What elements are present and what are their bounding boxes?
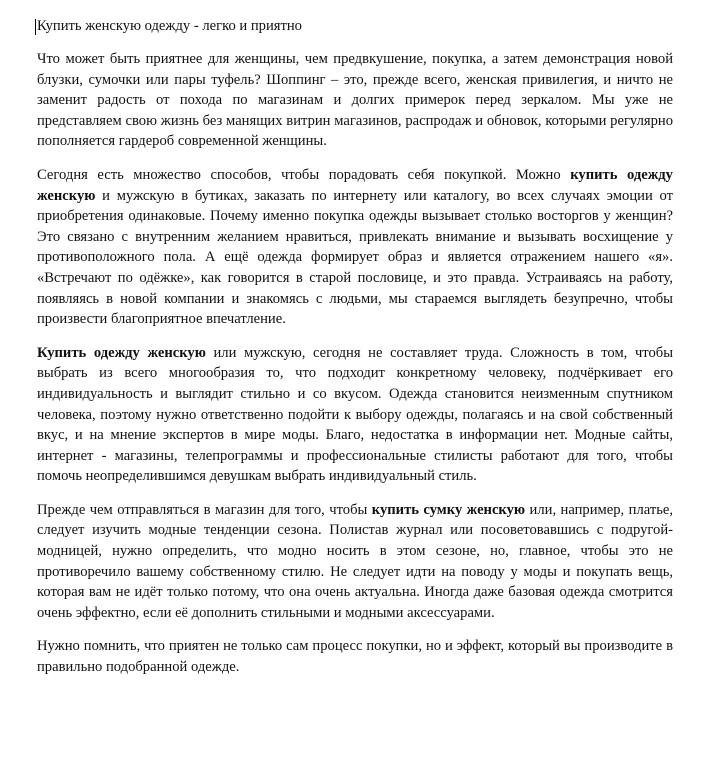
paragraph-text: Что может быть приятнее для женщины, чем предвкушение, покупка, а затем демонстрация новой блузки, сумочки или пары туфель? Шоппинг – это, прежде всего, женская привилегия, и ничто не заменит радость от похода по магазинам и долгих примерок перед зеркалом. Мы уже не представляем свою жизнь без манящих витрин магазинов, распродаж и обновок, которыми регулярно пополняется гардероб современной женщины. bbox=[37, 51, 673, 150]
paragraph-4 bbox=[37, 500, 673, 624]
paragraph-1 bbox=[37, 49, 673, 152]
paragraph-5 bbox=[37, 636, 673, 677]
paragraph-text: или, например, платье, следует изучить модные тенденции сезона. Полистав журнал или посоветовавшись с подругой-модницей, нужно определить, что модно носить в этом сезоне, но, главное, чтобы это не противоречило вашему собственному стилю. Не следует идти на поводу у моды и покупать вещь, которая вам не идёт только потому, что она очень актуальна. Иногда даже базовая одежда смотрится очень эффектно, если её дополнить стильными и модными аксессуарами. bbox=[37, 501, 673, 621]
paragraph-3 bbox=[37, 343, 673, 487]
document-title: Купить женскую одежду - легко и приятно bbox=[37, 18, 302, 34]
paragraph-text: и мужскую в бутиках, заказать по интернету или каталогу, во всех случаях эмоции от приобретения одинаковые. Почему именно покупка одежды вызывает столько восторгов у женщин? Это связано с внутренним желанием нравиться, привлекать внимание и вызывать восхищение у противоположного пола. А ещё одежда формирует образ и является отражением нашего «я». «Встречают по одёжке», как говорится в старой пословице, и это правда. Устраиваясь на работу, появляясь в новой компании и знакомясь с людьми, мы стараемся выглядеть безупречно, чтобы произвести благоприятное впечатление. bbox=[37, 187, 673, 328]
paragraph-text: Прежде чем отправляться в магазин для того, чтобы bbox=[37, 501, 372, 518]
paragraph-text: Нужно помнить, что приятен не только сам процесс покупки, но и эффект, который вы производите в правильно подобранной одежде. bbox=[37, 638, 673, 676]
bold-keyword: купить сумку женскую bbox=[371, 501, 526, 518]
bold-keyword: Купить одежду женскую bbox=[37, 344, 206, 361]
text-cursor bbox=[35, 19, 36, 35]
paragraph-2 bbox=[37, 165, 673, 330]
paragraph-text: Сегодня есть множество способов, чтобы порадовать себя покупкой. Можно bbox=[37, 166, 571, 183]
bold-keyword: купить одежду женскую bbox=[37, 166, 673, 204]
document-page bbox=[37, 16, 673, 691]
paragraph-text: или мужскую, сегодня не составляет труда. Сложность в том, чтобы выбрать из всего многообразия то, что подходит конкретному человеку, подчёркивает его индивидуальность и выглядит стильно и со вкусом. Одежда становится неизменным спутником человека, поэтому нужно ответственно подойти к выбору одежды, полагаясь и на свой собственный вкус, и на мнение экспертов в мире моды. Благо, недостатка в информации нет. Модные сайты, интернет - магазины, телепрограммы и профессиональные стилисты работают для того, чтобы помочь неопределившимся девушкам выбрать индивидуальный стиль. bbox=[37, 344, 673, 485]
